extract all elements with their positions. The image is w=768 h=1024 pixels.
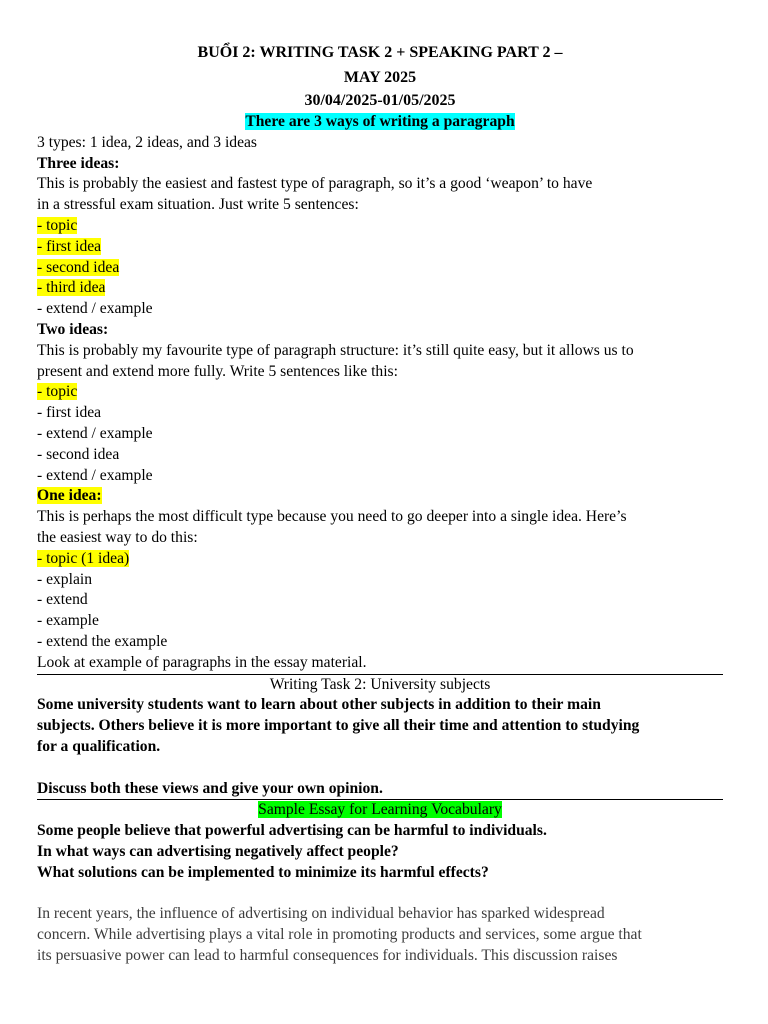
list-item <box>37 403 723 424</box>
document-page <box>37 40 723 967</box>
list-item-text: - extend / example <box>37 300 153 318</box>
spacer <box>37 758 723 779</box>
list-item <box>37 424 723 445</box>
list-item-text: - topic (1 idea) <box>37 549 130 567</box>
list-item <box>37 278 723 299</box>
sample-question-3: What solutions can be implemented to minimize its harmful effects? <box>37 863 489 881</box>
list-item <box>37 570 723 591</box>
list-item <box>37 237 723 258</box>
list-item <box>37 216 723 237</box>
list-item-text: - example <box>37 612 99 630</box>
doc-title-line1: BUỔI 2: WRITING TASK 2 + SPEAKING PART 2 – <box>197 44 563 61</box>
essay-line: its persuasive power can lead to harmful consequences for individuals. This discussion raises <box>37 946 618 964</box>
essay-line: In recent years, the influence of advertising on individual behavior has sparked widespread <box>37 905 605 923</box>
list-item <box>37 382 723 403</box>
one-idea-desc-2: the easiest way to do this: <box>37 528 198 546</box>
list-item-text: - extend / example <box>37 424 153 442</box>
ways-heading-row <box>37 112 723 133</box>
list-item-text: - first idea <box>37 404 102 422</box>
list-item-text: - first idea <box>37 237 102 255</box>
sample-heading: Sample Essay for Learning Vocabulary <box>258 801 502 819</box>
doc-title-line2: MAY 2025 <box>343 69 417 86</box>
three-ideas-desc-2: in a stressful exam situation. Just write 5 sentences: <box>37 196 359 214</box>
task2-instruction: Discuss both these views and give your own opinion. <box>37 779 383 797</box>
one-idea-heading: One idea: <box>37 487 102 505</box>
list-item <box>37 549 723 570</box>
list-item-text: - extend the example <box>37 632 168 650</box>
task2-heading: Writing Task 2: University subjects <box>269 675 491 693</box>
list-item-text: - third idea <box>37 279 106 297</box>
sample-question-2: In what ways can advertising negatively affect people? <box>37 842 399 860</box>
one-idea-footer: Look at example of paragraphs in the essay material. <box>37 653 367 671</box>
list-item <box>37 299 723 320</box>
two-ideas-heading: Two ideas: <box>37 320 109 338</box>
list-item-text: - second idea <box>37 258 120 276</box>
list-item-text: - extend / example <box>37 466 153 484</box>
list-item-text: - topic <box>37 383 78 401</box>
three-ideas-desc-1: This is probably the easiest and fastest type of paragraph, so it’s a good ‘weapon’ to have <box>37 175 593 193</box>
list-item <box>37 590 723 611</box>
types-intro: 3 types: 1 idea, 2 ideas, and 3 ideas <box>37 133 257 151</box>
one-idea-heading-row <box>37 486 723 507</box>
task2-prompt-1: Some university students want to learn about other subjects in addition to their main <box>37 696 601 714</box>
essay-line: concern. While advertising plays a vital role in promoting products and services, some argue that <box>37 926 642 944</box>
task2-prompt-2: subjects. Others believe it is more important to give all their time and attention to studying <box>37 717 640 735</box>
list-item-text: - second idea <box>37 445 120 463</box>
three-ideas-heading: Three ideas: <box>37 154 120 172</box>
list-item <box>37 258 723 279</box>
list-item <box>37 611 723 632</box>
doc-dates: 30/04/2025-01/05/2025 <box>304 92 456 109</box>
task2-prompt-3: for a qualification. <box>37 737 161 755</box>
two-ideas-desc-2: present and extend more fully. Write 5 sentences like this: <box>37 362 398 380</box>
sample-question-1: Some people believe that powerful advertising can be harmful to individuals. <box>37 822 547 840</box>
ways-heading: There are 3 ways of writing a paragraph <box>245 113 515 130</box>
spacer <box>37 883 723 904</box>
list-item <box>37 466 723 487</box>
list-item-text: - explain <box>37 570 92 588</box>
one-idea-desc-1: This is perhaps the most difficult type because you need to go deeper into a single idea. Here’s <box>37 508 627 526</box>
list-item-text: - extend <box>37 591 88 609</box>
list-item-text: - topic <box>37 216 78 234</box>
list-item <box>37 632 723 653</box>
list-item <box>37 445 723 466</box>
two-ideas-desc-1: This is probably my favourite type of paragraph structure: it’s still quite easy, but it allows us to <box>37 341 634 359</box>
sample-heading-row <box>37 800 723 821</box>
